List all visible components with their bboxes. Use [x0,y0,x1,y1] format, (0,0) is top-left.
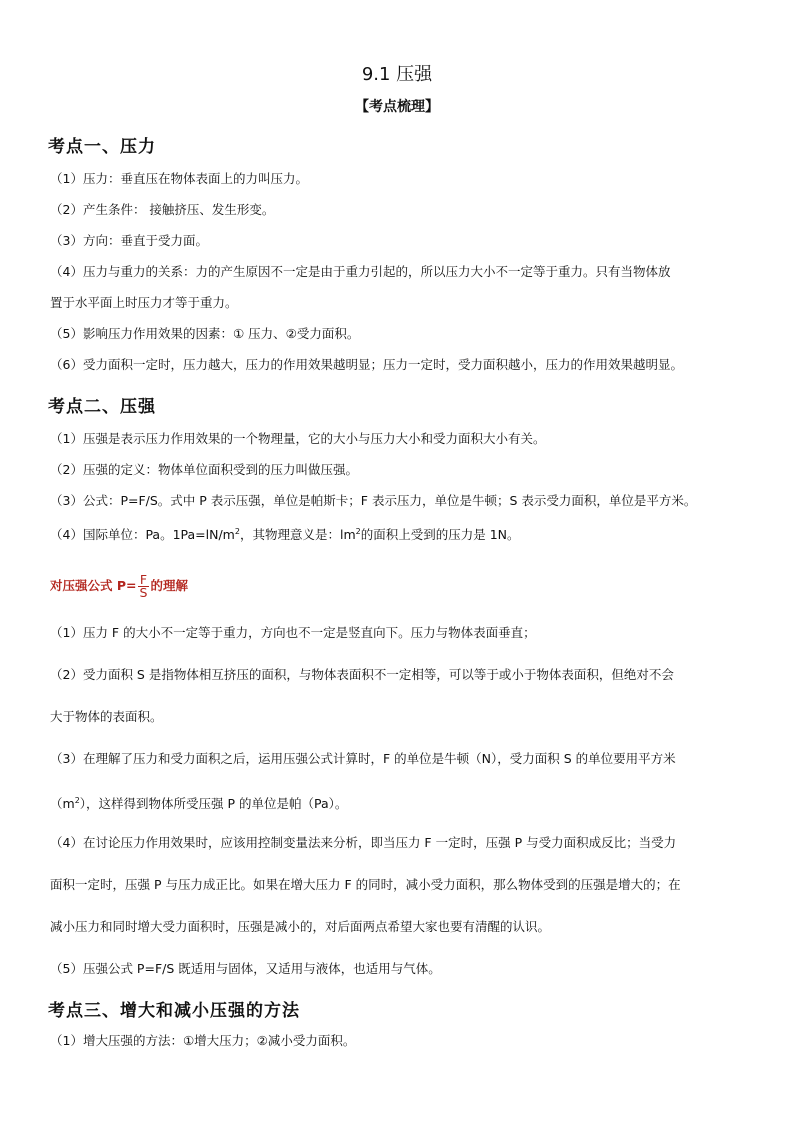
formula-heading-post: 的理解 [150,578,188,593]
paragraph: 面积一定时，压强 P 与压力成正比。如果在增大压力 F 的同时，减小受力面积，那么物体受到的压强是增大的；在 [50,877,681,892]
paragraph: 置于水平面上时压力才等于重力。 [50,295,238,310]
paragraph: （5）影响压力作用效果的因素：① 压力、②受力面积。 [50,326,360,341]
paragraph: （4）在讨论压力作用效果时，应该用控制变量法来分析，即当压力 F 一定时，压强 P 与受力面积成反比；当受力 [50,835,677,850]
paragraph: （4）压力与重力的关系：力的产生原因不一定是由于重力引起的，所以压力大小不一定等于重力。只有当物体放 [50,264,671,279]
paragraph: （2）压强的定义：物体单位面积受到的压力叫做压强。 [50,462,358,477]
paragraph-units-m2 [50,794,750,811]
paragraph: （2）受力面积 S 是指物体相互挤压的面积，与物体表面积不一定相等，可以等于或小于物体表面积，但绝对不会 [50,667,674,682]
superscript: 2 [355,527,361,536]
formula-heading [50,574,750,599]
text-run: ，其物理意义是：lm [239,527,356,543]
paragraph: 减小压力和同时增大受力面积时，压强是减小的，对后面两点希望大家也要有清醒的认识。 [50,919,551,934]
paragraph: （1）压力 F 的大小不一定等于重力，方向也不一定是竖直向下。压力与物体表面垂直； [50,625,536,640]
text-run: （4）国际单位：Pa。1Pa=lN/m [50,527,235,543]
text-run: ），这样得到物体所受压强 P 的单位是帕（Pa）。 [79,796,348,812]
page-title: 9.1 压强 [361,64,433,85]
superscript: 2 [74,796,80,805]
paragraph: （6）受力面积一定时，压力越大，压力的作用效果越明显；压力一定时，受力面积越小，压力的作用效果越明显。 [50,357,683,372]
paragraph-units [50,525,750,542]
formula-heading-pre: 对压强公式 P= [50,578,137,593]
superscript: 2 [234,527,240,536]
paragraph: （1）压力：垂直压在物体表面上的力叫压力。 [50,171,308,186]
formula-fraction [138,574,150,599]
page-subtitle: 【考点梳理】 [355,99,439,115]
paragraph: （1）压强是表示压力作用效果的一个物理量，它的大小与压力大小和受力面积大小有关。 [50,431,546,446]
paragraph: （5）压强公式 P=F/S 既适用与固体，又适用与液体，也适用与气体。 [50,961,441,976]
text-run: （m [50,796,75,812]
paragraph: （2）产生条件： 接触挤压、发生形变。 [50,202,275,217]
fraction-numerator: F [138,574,150,587]
section-heading-methods: 考点三、增大和减小压强的方法 [48,1001,300,1021]
section-heading-pressure-force: 考点一、压力 [48,137,156,157]
section-heading-pressure: 考点二、压强 [48,397,156,417]
paragraph: （3）公式：P=F/S。式中 P 表示压强，单位是帕斯卡；F 表示压力，单位是牛顿；S 表示受力面积，单位是平方米。 [50,493,697,508]
paragraph: （1）增大压强的方法：①增大压力；②减小受力面积。 [50,1033,356,1048]
text-run: 的面积上受到的压力是 1N。 [360,527,520,543]
fraction-denominator: S [139,585,148,600]
paragraph: （3）方向：垂直于受力面。 [50,233,208,248]
paragraph: 大于物体的表面积。 [50,709,163,724]
paragraph: （3）在理解了压力和受力面积之后，运用压强公式计算时，F 的单位是牛顿（N），受力面积 S 的单位要用平方米 [50,751,676,766]
